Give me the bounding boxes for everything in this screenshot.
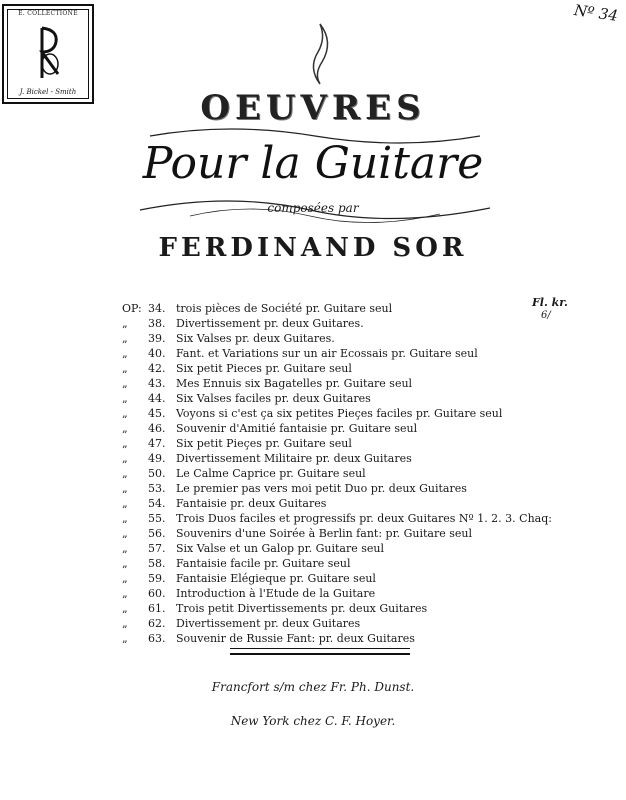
op-label: „	[122, 377, 128, 390]
op-label: „	[122, 422, 128, 435]
op-number: 50.	[148, 467, 166, 480]
stamp-bottom-text: J. Bickel - Smith	[19, 88, 77, 96]
op-number: 47.	[148, 437, 166, 450]
title-pour-la-guitare: Pour la Guitare	[142, 138, 484, 189]
op-number: 57.	[148, 542, 166, 555]
work-title: Six Valses faciles pr. deux Guitares	[176, 392, 371, 405]
op-label: „	[122, 407, 128, 420]
op-number: 63.	[148, 632, 166, 645]
work-title: Six petit Pieçes pr. Guitare seul	[176, 437, 352, 450]
publisher-new-york: New York chez C. F. Hoyer.	[230, 714, 396, 728]
op-label: „	[122, 437, 128, 450]
publisher-frankfurt: Francfort s/m chez Fr. Ph. Dunst.	[211, 680, 415, 694]
op-label: „	[122, 347, 128, 360]
op-label: „	[122, 467, 128, 480]
op-label: „	[122, 572, 128, 585]
work-title: Fantaisie Elégieque pr. Guitare seul	[176, 572, 376, 585]
op-label: „	[122, 557, 128, 570]
op-label: „	[122, 497, 128, 510]
op-number: 59.	[148, 572, 166, 585]
op-label: „	[122, 512, 128, 525]
op-label: „	[122, 362, 128, 375]
op-number: 40.	[148, 347, 166, 360]
work-title: Souvenir de Russie Fant: pr. deux Guitares	[176, 632, 415, 645]
op-number: 42.	[148, 362, 166, 375]
op-number: 46.	[148, 422, 166, 435]
op-number: 43.	[148, 377, 166, 390]
op-number: 56.	[148, 527, 166, 540]
op-number: 39.	[148, 332, 166, 345]
op-number: 49.	[148, 452, 166, 465]
price-value: 6/	[541, 310, 551, 321]
op-label: OP:	[122, 302, 142, 315]
top-ornament-icon	[300, 18, 340, 88]
op-number: 44.	[148, 392, 166, 405]
work-title: Souvenir d'Amitié fantaisie pr. Guitare seul	[176, 422, 418, 435]
op-label: „	[122, 602, 128, 615]
op-number: 45.	[148, 407, 166, 420]
op-label: „	[122, 452, 128, 465]
op-label: „	[122, 332, 128, 345]
op-number: 38.	[148, 317, 166, 330]
op-number: 34.	[148, 302, 166, 315]
work-title: Six Valse et un Galop pr. Guitare seul	[176, 542, 385, 555]
work-title: Divertissement Militaire pr. deux Guitares	[176, 452, 412, 465]
op-number: 61.	[148, 602, 166, 615]
work-title: Le Calme Caprice pr. Guitare seul	[176, 467, 366, 480]
work-title: Trois Duos faciles et progressifs pr. deux Guitares Nº 1. 2. 3. Chaq:	[176, 512, 552, 525]
work-title: Divertissement pr. deux Guitares.	[176, 317, 364, 330]
work-title: Six Valses pr. deux Guitares.	[176, 332, 335, 345]
price-header: Fl. kr.	[532, 296, 568, 309]
op-number: 60.	[148, 587, 166, 600]
op-label: „	[122, 617, 128, 630]
work-title: Le premier pas vers moi petit Duo pr. deux Guitares	[176, 482, 467, 495]
op-label: „	[122, 542, 128, 555]
work-title: Mes Ennuis six Bagatelles pr. Guitare seul	[176, 377, 413, 390]
work-title: Divertissement pr. deux Guitares	[176, 617, 361, 630]
work-title: Trois petit Divertissements pr. deux Guitares	[176, 602, 428, 615]
divider-rule	[230, 648, 410, 655]
work-title: trois pièces de Société pr. Guitare seul	[176, 302, 393, 315]
work-title: Six petit Pieces pr. Guitare seul	[176, 362, 352, 375]
work-title: Fantaisie pr. deux Guitares	[176, 497, 327, 510]
op-label: „	[122, 587, 128, 600]
stamp-top-text: E. COLLECTIONE	[18, 10, 78, 17]
work-title: Fantaisie facile pr. Guitare seul	[176, 557, 351, 570]
guitar-monogram-icon	[32, 24, 66, 82]
op-label: „	[122, 482, 128, 495]
work-title: Voyons si c'est ça six petites Pieçes faciles pr. Guitare seul	[176, 407, 503, 420]
work-title: Fant. et Variations sur un air Ecossais pr. Guitare seul	[176, 347, 478, 360]
op-number: 55.	[148, 512, 166, 525]
catalog-number: Nº 34	[572, 1, 620, 25]
op-label: „	[122, 527, 128, 540]
work-title: Souvenirs d'une Soirée à Berlin fant: pr. Guitare seul	[176, 527, 472, 540]
composer-name: FERDINAND SOR	[158, 233, 468, 263]
op-number: 54.	[148, 497, 166, 510]
title-composees-par: composées par	[267, 201, 359, 215]
op-number: 53.	[148, 482, 166, 495]
op-number: 62.	[148, 617, 166, 630]
work-title: Introduction à l'Etude de la Guitare	[176, 587, 376, 600]
op-number: 58.	[148, 557, 166, 570]
title-oeuvres: OEUVRES	[200, 88, 426, 128]
op-label: „	[122, 632, 128, 645]
op-label: „	[122, 392, 128, 405]
op-label: „	[122, 317, 128, 330]
